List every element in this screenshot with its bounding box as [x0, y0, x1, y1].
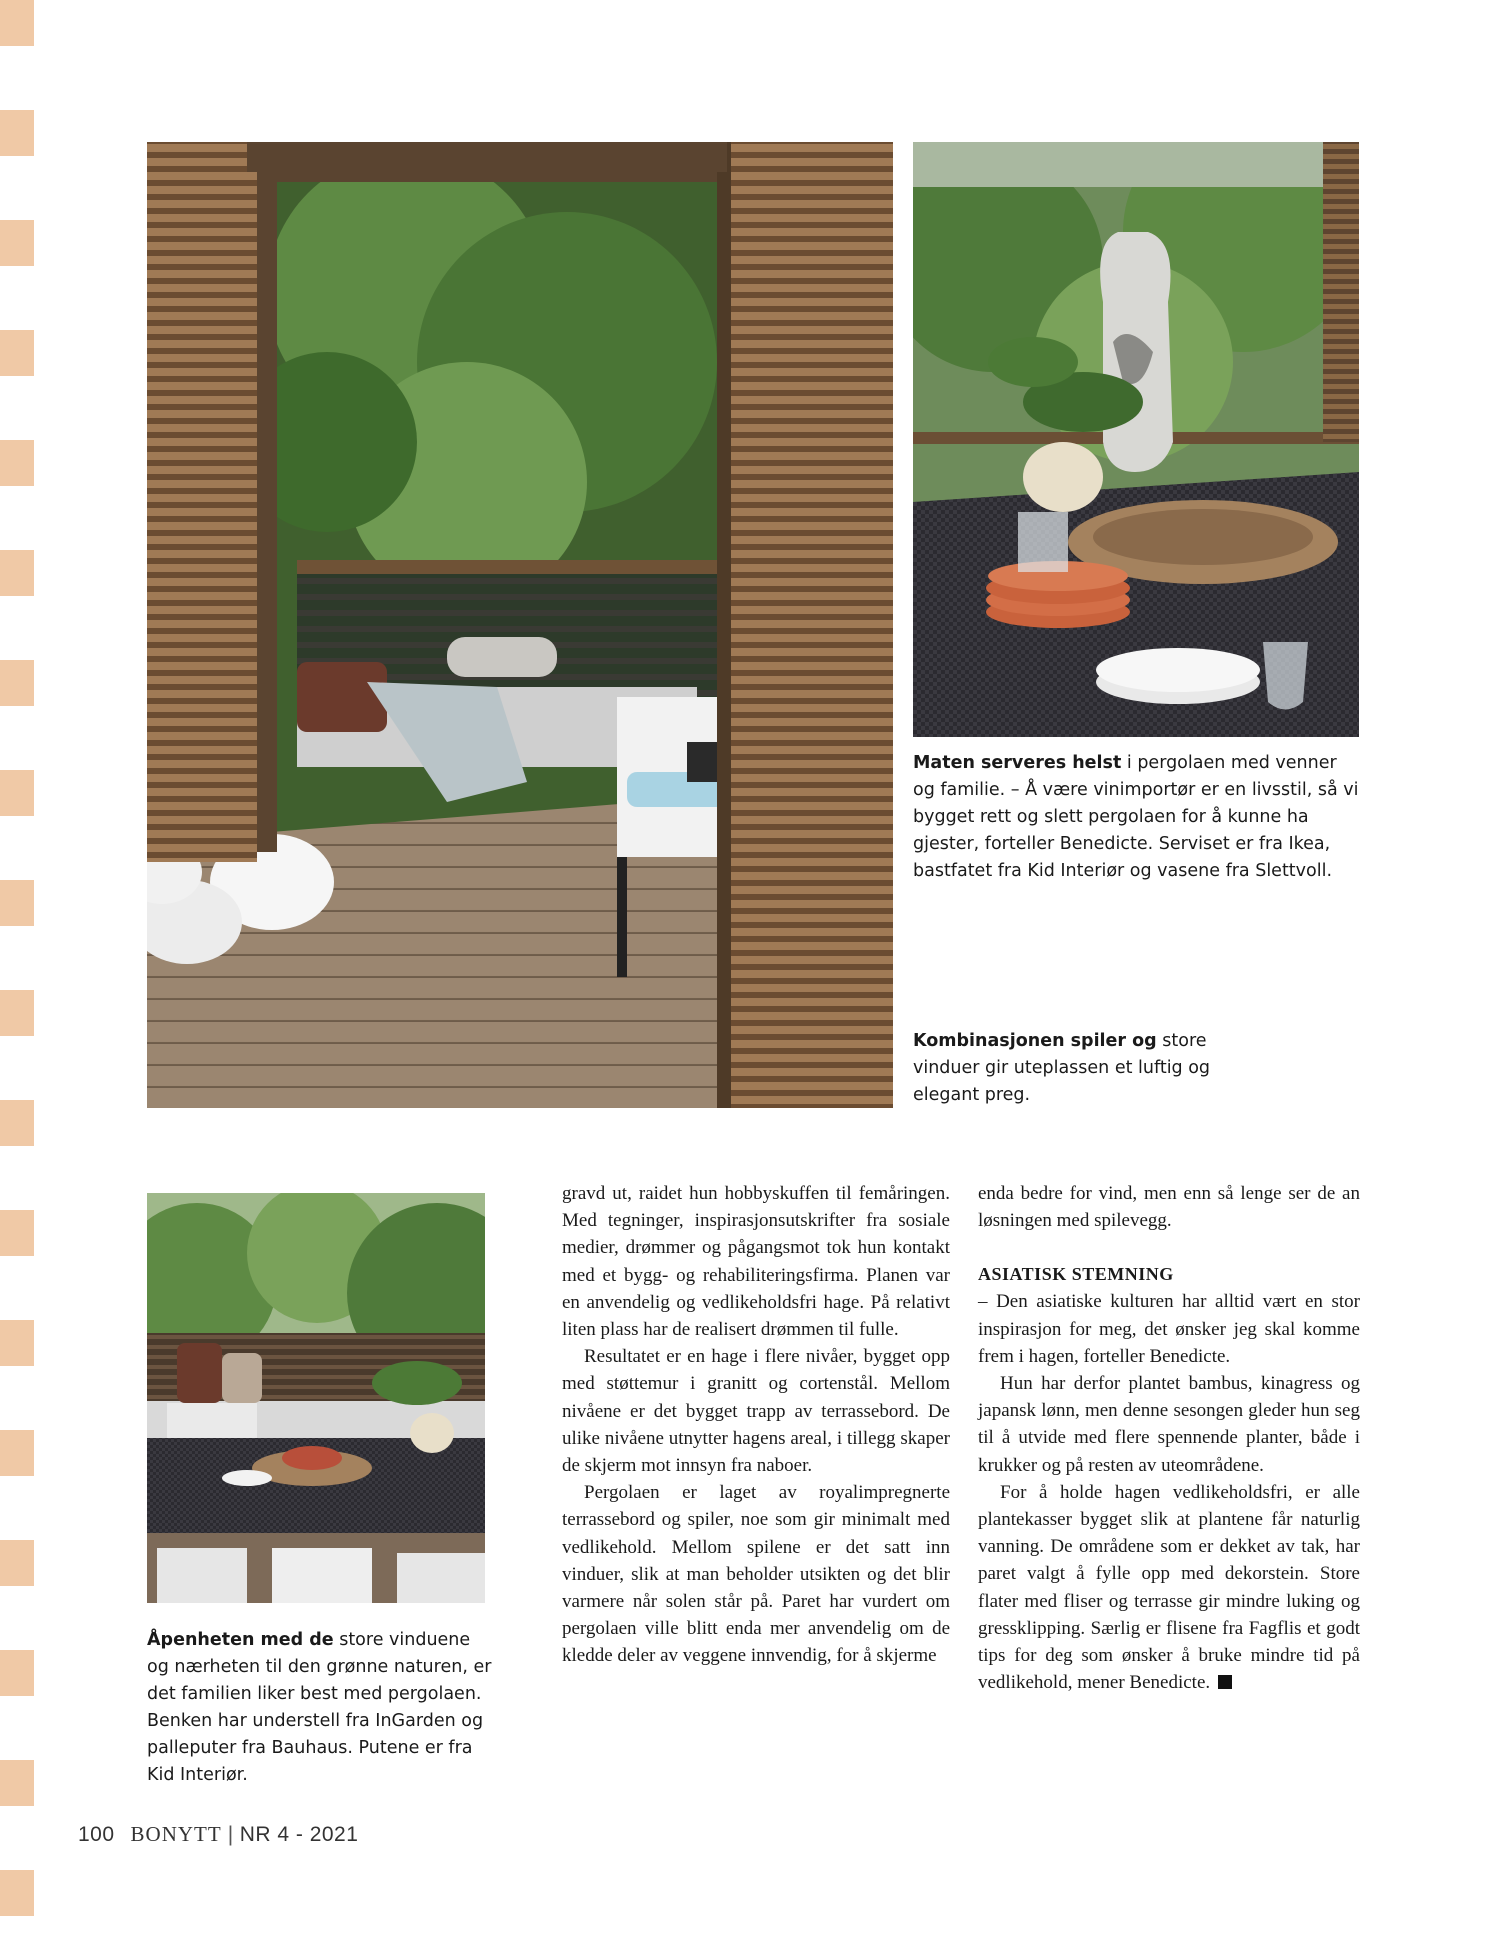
page-number: 100: [78, 1823, 115, 1846]
caption-lead: Åpenheten med de: [147, 1630, 334, 1650]
issue-label: NR 4 - 2021: [239, 1823, 359, 1846]
edge-tab: [0, 550, 34, 596]
photo-pergola-daybed: [147, 142, 893, 1108]
article-paragraph: enda bedre for vind, men enn så lenge ser de an løsningen med spilevegg.: [978, 1183, 1360, 1232]
article-column-2: [978, 1180, 1360, 1696]
caption-pergola-overview: [147, 1627, 492, 1789]
article-paragraph: [978, 1479, 1360, 1697]
edge-tab: [0, 1430, 34, 1476]
edge-tab: [0, 1320, 34, 1366]
photo-table-setting: [913, 142, 1359, 737]
caption-lead: Maten serveres helst: [913, 753, 1122, 773]
caption-pergola-daybed: [913, 1028, 1213, 1109]
edge-tab: [0, 990, 34, 1036]
article-paragraph: – Den asiatiske kulturen har alltid vært en stor inspirasjon for meg, det ønsker jeg skal komme frem i hagen, forteller Benedicte.: [978, 1291, 1360, 1367]
edge-tab: [0, 1540, 34, 1586]
article-paragraph: Resultatet er en hage i flere nivåer, bygget opp med støttemur i granitt og cortenstål. Mellom nivåene er det bygget trapp av terrassebord. De ulike nivåene utnytter hagens areal, i tillegg skaper de skjerm mot innsyn fra naboer.: [562, 1346, 950, 1477]
edge-tab: [0, 330, 34, 376]
edge-tab: [0, 110, 34, 156]
page-folio: [78, 1822, 358, 1847]
section-heading: ASIATISK STEMNING: [978, 1264, 1174, 1285]
article-column-1: [562, 1180, 950, 1670]
article-paragraph: gravd ut, raidet hun hobbyskuffen til femåringen. Med tegninger, inspirasjonsutskrifter fra sosiale medier, drømmer og pågangsmot tok hun kontakt med et bygg- og rehabiliteringsfirma. Planen var en anvendelig og vedlikeholdsfri hage. På relativt liten plass har de realisert drømmen til fulle.: [562, 1183, 950, 1341]
page-edge-tabs: [0, 0, 34, 1941]
article-paragraph-text: For å holde hagen vedlikeholdsfri, er alle plantekasser bygget slik at plantene får naturlig vanning. De områdene som er dekket av tak, har paret valgt å fylle opp med dekorstein. Store flater med fliser og terrasse gir mindre luking og gressklipping. Særlig er flisene fra Fagflis et godt tips for deg som ønsker å bruke mindre tid på vedlikehold, mener Benedicte.: [978, 1481, 1360, 1694]
end-mark-icon: [1218, 1675, 1232, 1689]
edge-tab: [0, 770, 34, 816]
edge-tab: [0, 440, 34, 486]
caption-text: store vinduene og nærheten til den grønne naturen, er det familien liker best med pergolaen. Benken har understell fra InGarden og palleputer fra Bauhaus. Putene er fra Kid Interiør.: [147, 1630, 492, 1785]
edge-tab: [0, 880, 34, 926]
edge-tab: [0, 0, 34, 46]
caption-text: store vinduer gir uteplassen et luftig og elegant preg.: [913, 1031, 1211, 1105]
edge-tab: [0, 1760, 34, 1806]
edge-tab: [0, 1100, 34, 1146]
caption-text: i pergolaen med venner og familie. – Å være vinimportør er en livsstil, så vi bygget rett og slett pergolaen for å kunne ha gjester, forteller Benedicte. Serviset er fra Ikea, bastfatet fra Kid Interiør og vasene fra Slettvoll.: [913, 753, 1359, 881]
caption-table-setting: [913, 750, 1363, 885]
article-paragraph: Hun har derfor plantet bambus, kinagress og japansk lønn, men denne sesongen gleder hun seg til å utvide med flere spennende planter, både i krukker og på resten av uteområdene.: [978, 1373, 1360, 1476]
caption-lead: Kombinasjonen spiler og: [913, 1031, 1157, 1051]
edge-tab: [0, 1870, 34, 1916]
edge-tab: [0, 1210, 34, 1256]
article-paragraph: Pergolaen er laget av royalimpregnerte terrassebord og spiler, noe som gir minimalt med vedlikehold. Mellom spilene er det satt inn vinduer, slik at man beholder utsikten og det blir varmere når solen står på. Paret har vurdert om pergolaen ville blitt enda mer anvendelig om de kledde deler av veggene innvendig, for å skjerme: [562, 1482, 950, 1667]
edge-tab: [0, 1650, 34, 1696]
folio-separator: |: [227, 1823, 234, 1846]
magazine-name: BONYTT: [130, 1822, 222, 1846]
edge-tab: [0, 220, 34, 266]
edge-tab: [0, 660, 34, 706]
photo-pergola-overview: [147, 1193, 485, 1603]
